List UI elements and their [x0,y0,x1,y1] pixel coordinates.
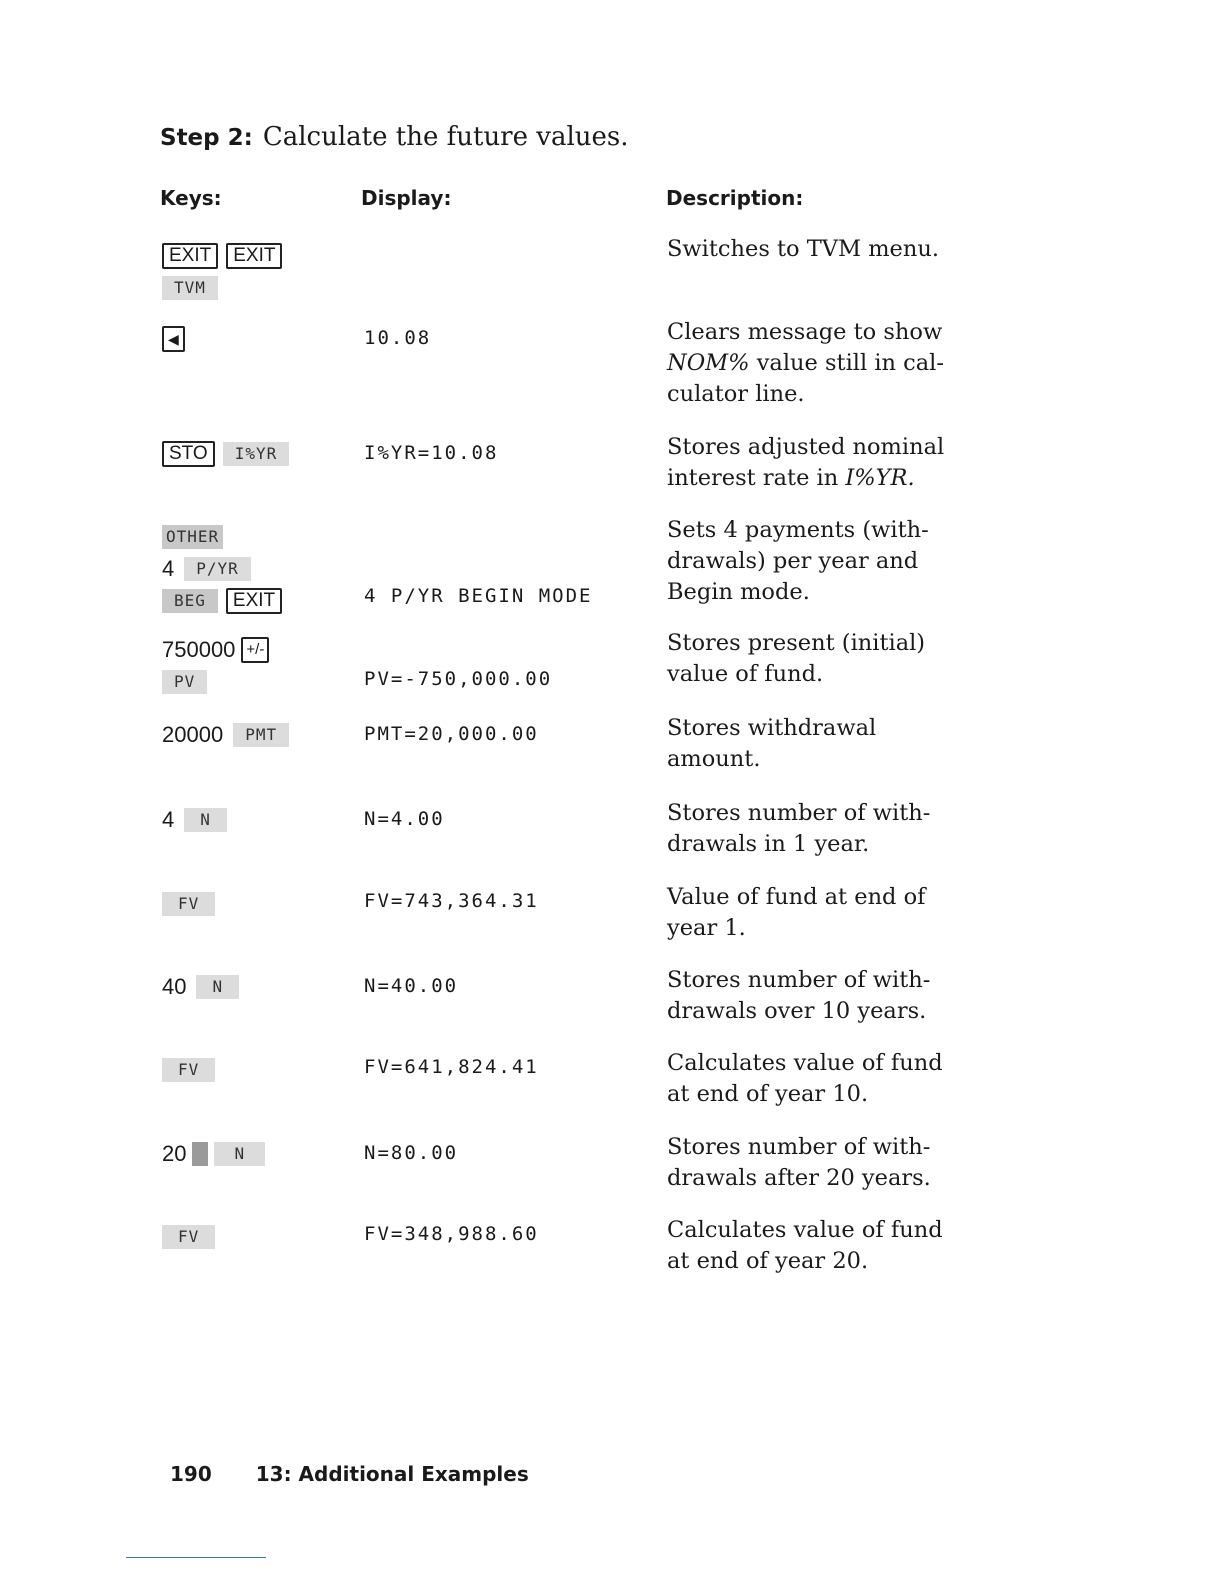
display-cell: PV=-750,000.00 [364,668,553,690]
description-cell: Clears message to show NOM% value still in cal-culator line. [667,319,944,407]
keys-cell: OTHER 4 P/YR BEG EXIT [162,521,352,617]
keys-cell [162,323,352,355]
display-cell: FV=743,364.31 [364,890,539,912]
keys-cell: 20000 PMT [162,719,352,751]
exit-key: EXIT [162,243,218,269]
display-cell: N=40.00 [364,975,459,997]
fv-menu-key: FV [162,892,215,916]
keys-cell: 40 N [162,971,352,1003]
fv-menu-key: FV [162,1058,215,1082]
keys-cell: 4 N [162,804,352,836]
pv-menu-key: PV [162,670,207,694]
display-cell: FV=641,824.41 [364,1056,539,1078]
keys-cell [162,1054,352,1086]
description-cell: Switches to TVM menu. [667,236,939,262]
description-cell: Value of fund at end of year 1. [667,884,926,941]
description-cell: Calculates value of fund at end of year 20. [667,1217,943,1274]
pmt-menu-key: PMT [233,723,289,747]
sto-key: STO [162,441,215,467]
n-menu-key: N [184,808,227,832]
exit-key: EXIT [226,243,282,269]
page-footer [170,1462,529,1486]
display-cell: N=4.00 [364,808,445,830]
other-menu-key: OTHER [162,525,223,549]
description-cell: Stores withdrawal amount. [667,715,877,772]
tvm-menu-key: TVM [162,276,218,300]
description-cell: Stores adjusted nominal interest rate in I%YR. [667,434,945,491]
n-menu-key: N [214,1142,265,1166]
shift-key-icon [192,1142,208,1166]
keys-cell [162,438,352,470]
display-cell: 4 P/YR BEGIN MODE [364,585,593,607]
step-label: Step 2: [160,125,253,151]
display-cell: FV=348,988.60 [364,1223,539,1245]
display-column-header: Display: [361,186,452,210]
description-cell: Stores number of with-drawals after 20 years. [667,1134,931,1191]
display-cell: 10.08 [364,327,432,349]
description-cell: Stores present (initial) value of fund. [667,630,926,687]
bottom-rule [126,1557,266,1558]
display-cell: PMT=20,000.00 [364,723,539,745]
description-cell: Stores number of with-drawals over 10 years. [667,967,931,1024]
beg-menu-key: BEG [162,589,218,613]
keys-cell [162,888,352,920]
page-number: 190 [170,1462,212,1486]
keys-cell [162,1221,352,1253]
change-sign-key: +/- [241,637,269,663]
keys-cell: 20 N [162,1138,352,1170]
backspace-key-icon: ◀ [162,326,185,352]
description-cell: Calculates value of fund at end of year 10. [667,1050,943,1107]
keys-cell [162,240,352,304]
display-cell: I%YR=10.08 [364,442,499,464]
keys-cell: 750000 +/- PV [162,634,352,698]
fv-menu-key: FV [162,1225,215,1249]
chapter-title: 13: Additional Examples [255,1462,529,1486]
step-text: Calculate the future values. [262,122,629,152]
p-yr-menu-key: P/YR [184,557,251,581]
display-cell: N=80.00 [364,1142,459,1164]
i-yr-menu-key: I%YR [223,442,290,466]
description-column-header: Description: [666,186,804,210]
exit-key: EXIT [226,588,282,614]
description-cell: Sets 4 payments (with-drawals) per year and Begin mode. [667,517,929,605]
n-menu-key: N [196,975,239,999]
keys-column-header: Keys: [160,186,222,210]
description-cell: Stores number of with-drawals in 1 year. [667,800,931,857]
step-heading [160,122,629,152]
